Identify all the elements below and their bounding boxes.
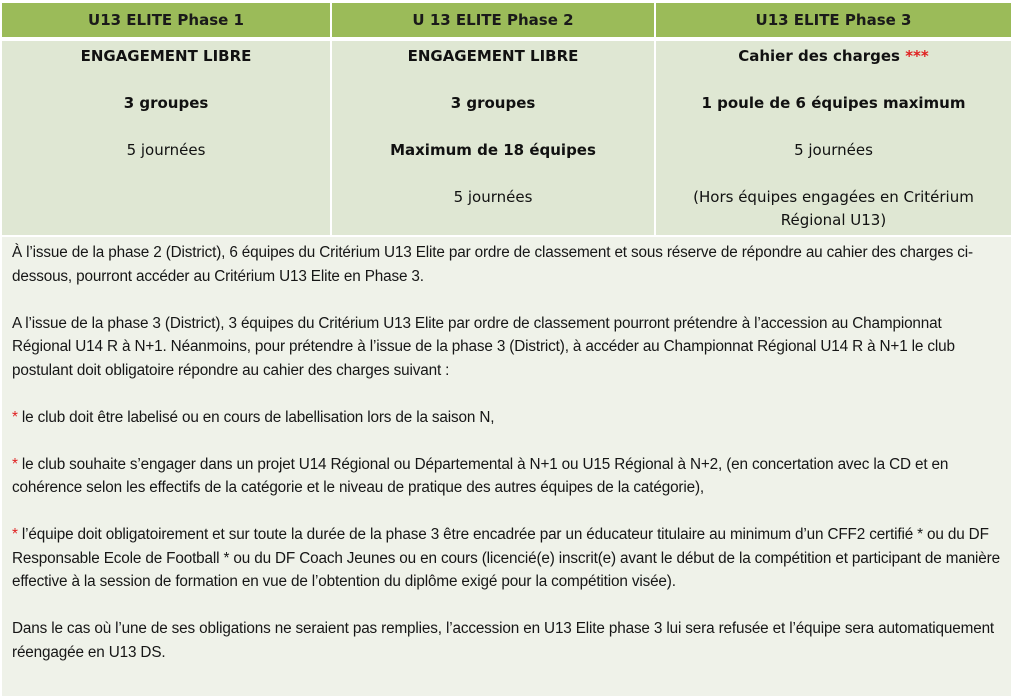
paragraph-refusal	[12, 617, 1001, 664]
paragraph-text: le club souhaite s’engager dans un projet U14 Régional ou Départemental à N+1 ou U15 Régional à N+2, (en concertation avec la CD et en cohérence selon les effectifs de la catégorie et le niveau de pratique des autres équipes de la catégorie),	[12, 455, 949, 496]
bullet-asterisk: *	[12, 526, 18, 543]
paragraph-text: À l’issue de la phase 2 (District), 6 équipes du Critérium U13 Elite par ordre de classement et sous réserve de répondre au cahier des charges ci-dessous, pourront accéder au Critérium U13 Elite en Phase 3.	[12, 244, 973, 285]
cell-line: 3 groupes	[123, 94, 209, 112]
bullet-asterisk: *	[12, 408, 18, 426]
cell-phase-1	[2, 41, 332, 235]
cell-line-cahier	[738, 45, 929, 68]
requirement-coach	[12, 523, 1001, 594]
table-header-row	[2, 3, 1011, 37]
cell-line: 3 groupes	[450, 94, 536, 112]
cell-phase-2	[332, 41, 656, 235]
paragraph-phase2-access	[12, 241, 1001, 288]
rules-text	[2, 237, 1011, 696]
header-phase-1: U13 ELITE Phase 1	[2, 3, 332, 37]
paragraph-text: Dans le cas où l’une de ses obligations ne seraient pas remplies, l’accession en U13 Elite phase 3 lui sera refusée et l’équipe sera automatiquement réengagée en U13 DS.	[12, 620, 995, 661]
requirement-label	[12, 406, 1001, 430]
cell-line: 5 journées	[453, 188, 533, 206]
requirement-project	[12, 453, 1001, 500]
cell-line: ENGAGEMENT LIBRE	[80, 47, 252, 65]
header-phase-3: U13 ELITE Phase 3	[656, 3, 1011, 37]
cell-line: 1 poule de 6 équipes maximum	[701, 94, 966, 112]
bullet-asterisk: *	[12, 455, 18, 473]
cell-line: ENGAGEMENT LIBRE	[407, 47, 579, 65]
header-phase-2: U 13 ELITE Phase 2	[332, 3, 656, 37]
cahier-label: Cahier des charges	[738, 47, 900, 65]
cell-line: Maximum de 18 équipes	[390, 141, 596, 159]
cell-line: (Hors équipes engagées en Critérium	[693, 188, 974, 206]
asterisks-note: ***	[905, 47, 929, 65]
cell-line: 5 journées	[794, 141, 873, 159]
cell-phase-3	[656, 41, 1011, 235]
paragraph-text: l’équipe doit obligatoirement et sur toute la durée de la phase 3 être encadrée par un éducateur titulaire au minimum d’un CFF2 certifié * ou du DF Responsable Ecole de Football * ou du DF Coach Jeunes ou en cours (licencié(e) inscrit(e) avant le début de la compétition et participant de manière effective à la session de formation en vue de l’obtention du diplôme exigé pour la compétition visée).	[12, 526, 1000, 590]
cell-line: 5 journées	[126, 141, 206, 159]
paragraph-phase3-access	[12, 312, 1001, 383]
cell-line: Régional U13)	[780, 211, 887, 229]
paragraph-text: A l’issue de la phase 3 (District), 3 équipes du Critérium U13 Elite par ordre de classement pourront prétendre à l’accession au Championnat Régional U14 R à N+1. Néanmoins, pour prétendre à l’issue de la phase 3 (District), à accéder au Championnat Régional U14 R à N+1 le club postulant doit obligatoire répondre au cahier des charges suivant :	[12, 314, 955, 379]
table-body-row	[2, 41, 1011, 235]
paragraph-text: le club doit être labelisé ou en cours de labellisation lors de la saison N,	[17, 408, 495, 426]
